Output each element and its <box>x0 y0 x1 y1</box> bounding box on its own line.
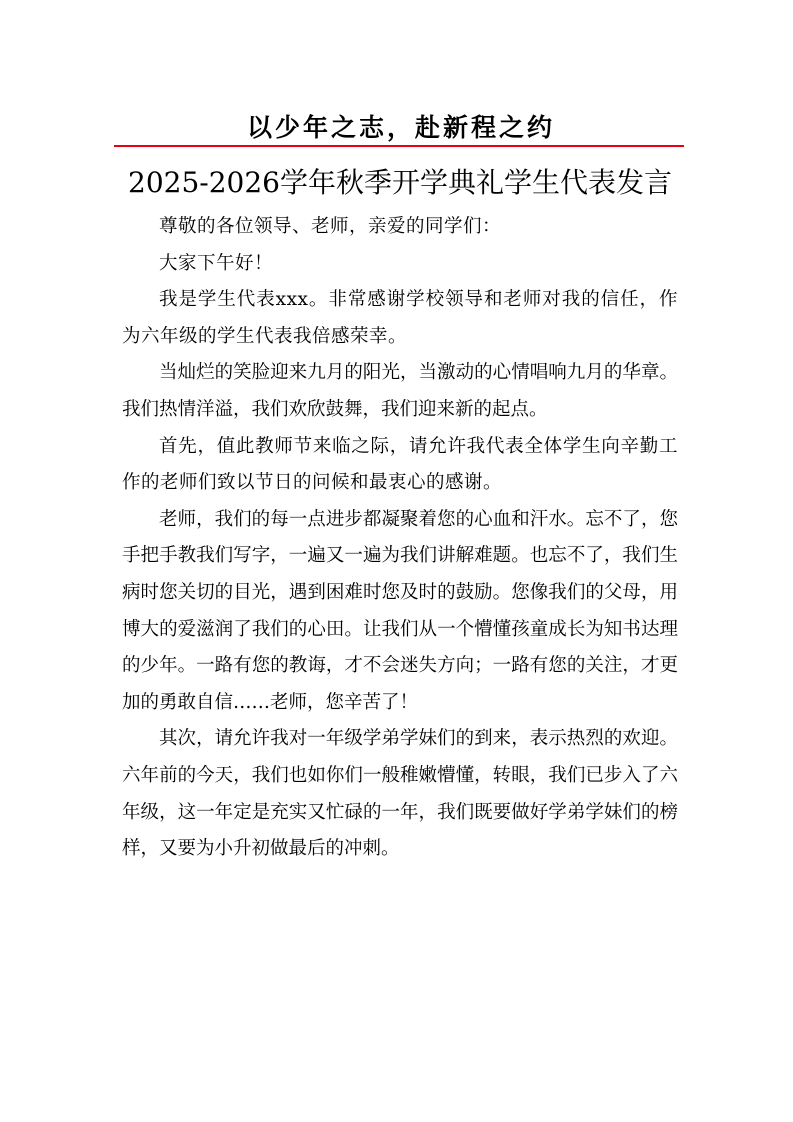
september-paragraph: 当灿烂的笑脸迎来九月的阳光，当激动的心情唱响九月的华章。我们热情洋溢，我们欢欣鼓舞，我们迎来新的起点。 <box>122 362 678 420</box>
document-subtitle: 2025-2026学年秋季开学典礼学生代表发言 <box>128 166 672 199</box>
speech-body <box>122 209 678 868</box>
salutation-paragraph: 尊敬的各位领导、老师，亲爱的同学们： <box>159 216 502 237</box>
title-divider <box>114 145 684 147</box>
introduction-paragraph: 我是学生代表xxx。非常感谢学校领导和老师对我的信任，作为六年级的学生代表我倍感荣幸。 <box>122 289 678 347</box>
thanks-teacher-paragraph: 老师，我们的每一点进步都凝聚着您的心血和汗水。忘不了，您手把手教我们写字，一遍又一遍为我们讲解难题。也忘不了，我们生病时您关切的目光，遇到困难时您及时的鼓励。您像我们的父母，用博大的爱滋润了我们的心田。让我们从一个懵懂孩童成长为知书达理的少年。一路有您的教诲，才不会迷失方向；一路有您的关注，才更加的勇敢自信……老师，您辛苦了！ <box>122 508 678 713</box>
document-title: 以少年之志，赴新程之约 <box>246 113 555 142</box>
welcome-freshmen-paragraph: 其次，请允许我对一年级学弟学妹们的到来，表示热烈的欢迎。六年前的今天，我们也如你们一般稚嫩懵懂，转眼，我们已步入了六年级，这一年定是充实又忙碌的一年，我们既要做好学弟学妹们的榜样，又要为小升初做最后的冲刺。 <box>122 728 678 860</box>
greeting-paragraph: 大家下午好！ <box>159 252 274 274</box>
teachers-day-paragraph: 首先，值此教师节来临之际，请允许我代表全体学生向辛勤工作的老师们致以节日的问候和最衷心的感谢。 <box>122 435 678 494</box>
